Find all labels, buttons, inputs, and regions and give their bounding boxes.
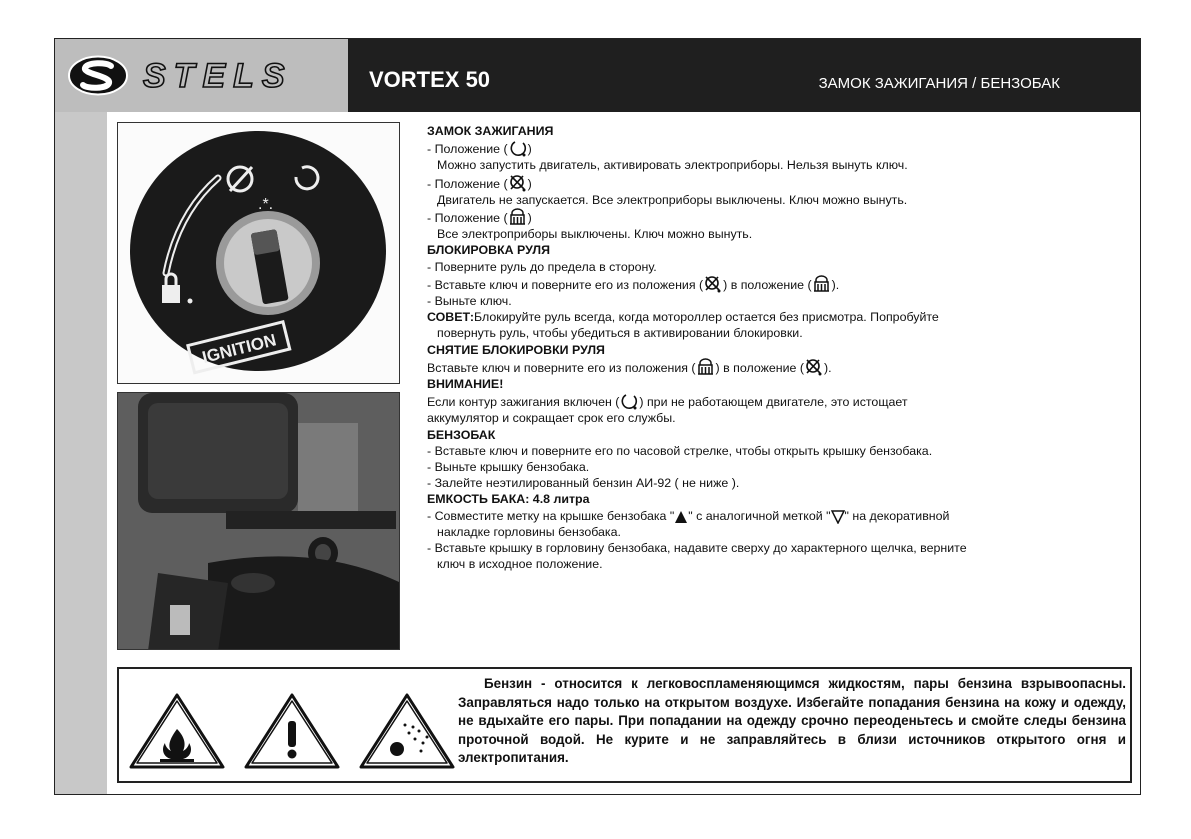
lock-position-icon xyxy=(508,208,528,226)
fuel-tank-photo xyxy=(117,392,400,650)
step-text: ). xyxy=(831,277,840,292)
tank-capacity: ЕМКОСТЬ БАКА: 4.8 литра xyxy=(427,492,590,507)
ignition-heading: ЗАМОК ЗАЖИГАНИЯ xyxy=(427,124,554,138)
unlock-heading: СНЯТИЕ БЛОКИРОВКИ РУЛЯ xyxy=(427,342,605,357)
svg-text:.*.: .*. xyxy=(258,196,274,213)
lock-position-icon xyxy=(696,358,716,376)
tank-heading: БЕНЗОБАК xyxy=(427,427,496,442)
step-text: ) в положение ( xyxy=(723,277,812,292)
fuel-warning-text: Бензин - относится к легковоспламеняющимся жидкостям, пары бензина взрывоопасны. Заправляться надо только на открытом воздухе. Избегайте попадания бензина на кожу и одежду, не вдыхайте его пары. При попадании на одежду срочно переоденьтесь и смойте следы бензина проточной водой. Не курите и не заправляйтесь в близи источников открытого огня и электропитания. xyxy=(458,676,1126,766)
position-close: ) xyxy=(527,142,532,157)
tank-step-3: - Залейте неэтилированный бензин АИ-92 ( не ниже ). xyxy=(427,476,740,491)
attention-text: Если контур зажигания включен ( xyxy=(427,395,620,410)
tip-text-2: повернуть руль, чтобы убедиться в активировании блокировки. xyxy=(437,326,803,341)
section-title: ЗАМОК ЗАЖИГАНИЯ / БЕНЗОБАК xyxy=(818,75,1060,92)
attention-text: ) при не работающем двигателе, это истощает xyxy=(639,395,908,410)
warning-icons xyxy=(127,691,457,771)
triangle-up-icon xyxy=(674,510,688,524)
explosive-warning-icon xyxy=(361,695,453,767)
tank-step-5: - Вставьте крышку в горловину бензобака, надавите сверху до характерного щелчка, верните xyxy=(427,541,967,556)
tank-step-4 xyxy=(427,508,1132,524)
tank-step-2: - Выньте крышку бензобака. xyxy=(427,460,590,475)
ignition-label: IGNITION xyxy=(200,330,279,368)
triangle-down-icon xyxy=(831,510,845,524)
position-on-line xyxy=(427,139,1132,157)
tank-text: " с аналогичной меткой " xyxy=(688,508,831,523)
unlock-line xyxy=(427,358,1132,376)
fuel-warning-box xyxy=(117,667,1132,783)
off-position-icon xyxy=(703,275,723,293)
logo-area xyxy=(55,39,348,112)
position-close: ) xyxy=(527,211,532,226)
step-text: - Вставьте ключ и поверните его из положения ( xyxy=(427,277,704,292)
position-label: - Положение ( xyxy=(427,176,508,191)
off-position-icon xyxy=(804,358,824,376)
tank-step-1: - Вставьте ключ и поверните его по часовой стрелке, чтобы открыть крышку бензобака. xyxy=(427,443,933,458)
general-warning-icon xyxy=(246,695,338,767)
position-label: - Положение ( xyxy=(427,142,508,157)
position-off-line xyxy=(427,174,1132,192)
off-position-icon xyxy=(508,174,528,192)
attention-line-2: аккумулятор и сокращает срок его службы. xyxy=(427,411,676,426)
brand-wordmark xyxy=(139,49,339,101)
unlock-text: ) в положение ( xyxy=(715,360,804,375)
steering-lock-heading: БЛОКИРОВКА РУЛЯ xyxy=(427,243,550,258)
stels-s-logo xyxy=(67,54,129,97)
flammable-warning-icon xyxy=(131,695,223,767)
tank-text: - Совместите метку на крышке бензобака " xyxy=(427,508,675,523)
steering-step-2 xyxy=(427,275,1132,293)
tank-step-5-cont: ключ в исходное положение. xyxy=(437,557,603,572)
lock-description: Все электроприборы выключены. Ключ можно вынуть. xyxy=(437,227,753,242)
manual-page xyxy=(54,38,1141,795)
position-label: - Положение ( xyxy=(427,211,508,226)
tip-line xyxy=(427,309,1132,325)
tank-text: " на декоративной xyxy=(844,508,950,523)
lock-position-icon xyxy=(812,275,832,293)
tank-step-4-cont: накладке горловины бензобака. xyxy=(437,524,621,539)
on-position-icon xyxy=(508,139,528,157)
svg-text:STELS: STELS xyxy=(143,57,293,95)
tip-text: Блокируйте руль всегда, когда мотороллер остается без присмотра. Попробуйте xyxy=(474,310,939,325)
on-position-icon xyxy=(619,392,639,410)
unlock-text: Вставьте ключ и поверните его из положения ( xyxy=(427,360,696,375)
off-description: Двигатель не запускается. Все электроприборы выключены. Ключ можно вынуть. xyxy=(437,192,908,207)
on-description: Можно запустить двигатель, активировать электроприборы. Нельзя вынуть ключ. xyxy=(437,158,908,173)
side-band xyxy=(55,112,107,794)
attention-heading: ВНИМАНИЕ! xyxy=(427,377,504,392)
model-title: VORTEX 50 xyxy=(369,67,491,92)
position-lock-line xyxy=(427,208,1132,226)
unlock-text: ). xyxy=(824,360,832,375)
tip-label: СОВЕТ: xyxy=(427,310,475,325)
attention-line xyxy=(427,392,1132,410)
steering-step-3: - Выньте ключ. xyxy=(427,294,512,309)
position-close: ) xyxy=(527,176,532,191)
page-header xyxy=(55,39,1140,112)
instructions-column xyxy=(427,123,1132,572)
ignition-switch-photo xyxy=(117,122,400,384)
steering-step-1: - Поверните руль до предела в сторону. xyxy=(427,259,657,274)
